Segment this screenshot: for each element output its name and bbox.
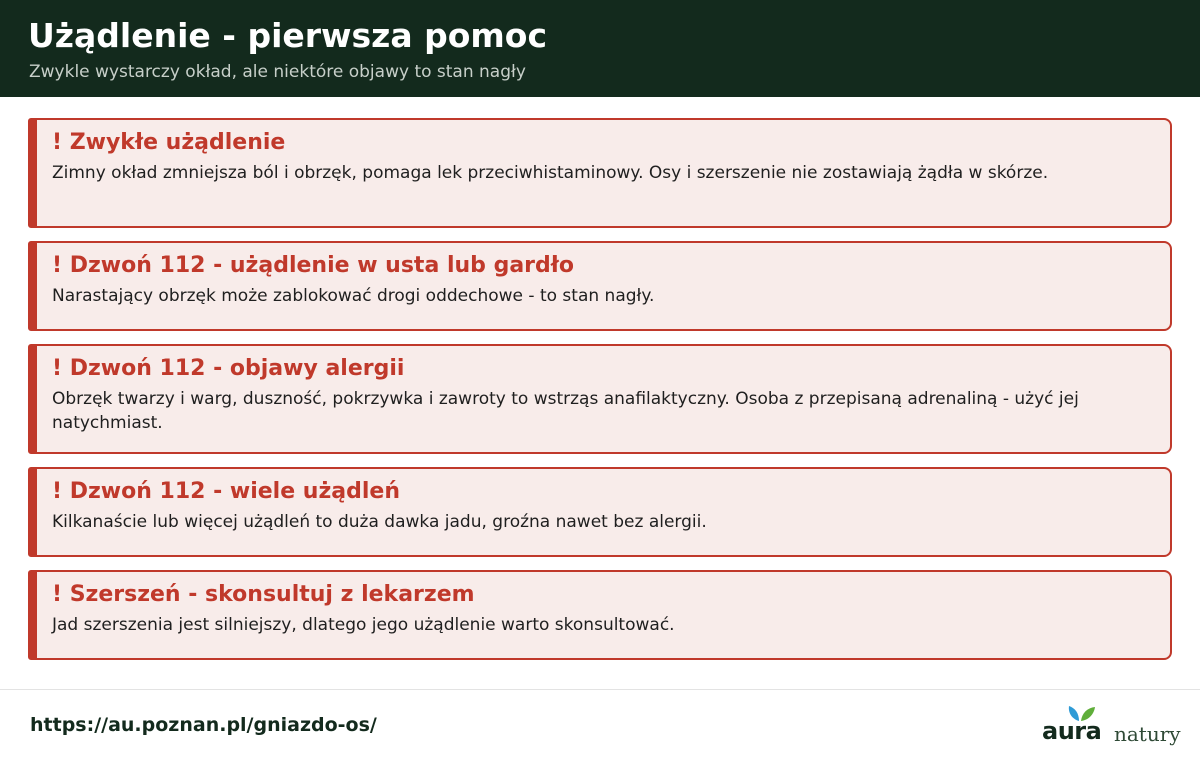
- card-title: ! Szerszeń - skonsultuj z lekarzem: [52, 582, 475, 607]
- card-body: Narastający obrzęk może zablokować drogi oddechowe - to stan nagły.: [52, 286, 655, 306]
- card-body: Kilkanaście lub więcej użądleń to duża dawka jadu, groźna nawet bez alergii.: [52, 512, 707, 532]
- logo-aura-text: aura: [1042, 717, 1102, 745]
- card-title: ! Dzwoń 112 - użądlenie w usta lub gardło: [52, 253, 575, 278]
- card-title: ! Dzwoń 112 - objawy alergii: [52, 356, 405, 381]
- logo-natury-text: natury: [1114, 722, 1181, 746]
- card-mouth-throat-sting: [28, 241, 1172, 331]
- page-title: Użądlenie - pierwsza pomoc: [28, 16, 548, 55]
- card-ordinary-sting: [28, 118, 1172, 228]
- card-body: Jad szerszenia jest silniejszy, dlatego jego użądlenie warto skonsultować.: [52, 615, 675, 635]
- card-allergy-symptoms: [28, 344, 1172, 454]
- footer-url-link[interactable]: https://au.poznan.pl/gniazdo-os/: [30, 714, 377, 736]
- header-banner: [0, 0, 1200, 97]
- aura-natury-logo: [1040, 703, 1180, 748]
- card-body: Obrzęk twarzy i warg, duszność, pokrzywka i zawroty to wstrząs anafilaktyczny. Osoba z przepisaną adrenaliną - użyć jej natychmiast.: [52, 389, 1079, 433]
- card-title: ! Zwykłe użądlenie: [52, 130, 286, 155]
- card-hornet-sting: [28, 570, 1172, 660]
- footer-divider: [0, 689, 1200, 690]
- card-multiple-stings: [28, 467, 1172, 557]
- card-body: Zimny okład zmniejsza ból i obrzęk, pomaga lek przeciwhistaminowy. Osy i szerszenie nie zostawiają żądła w skórze.: [52, 163, 1049, 183]
- card-title: ! Dzwoń 112 - wiele użądleń: [52, 479, 400, 504]
- page-subtitle: Zwykle wystarczy okład, ale niektóre objawy to stan nagły: [29, 62, 526, 82]
